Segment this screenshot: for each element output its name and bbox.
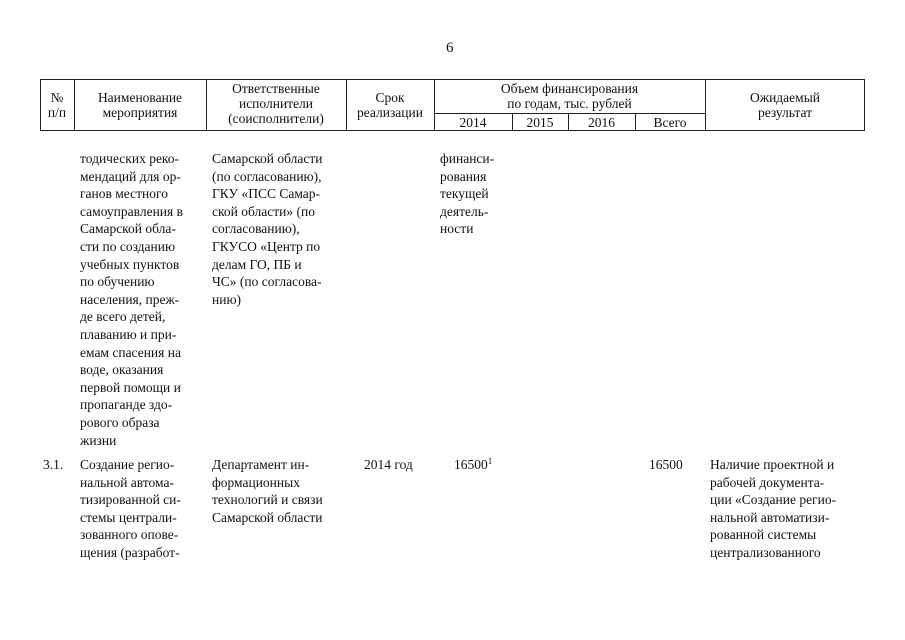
row-1-result: Наличие проектной и рабочей документа- ции «Создание регио- нальной автоматизи- рованной системы централизованного xyxy=(710,457,837,560)
footnote-marker: 1 xyxy=(487,456,493,466)
row-0-responsible: Самарской области (по согласованию), ГКУ «ПСС Самар- ской области» (по согласованию), ГКУСО «Центр по делам ГО, ПБ и ЧС» (по согласова- нию) xyxy=(212,151,323,307)
header-financing: Объем финансирования по годам, тыс. рублей xyxy=(500,81,639,111)
header-total: Всего xyxy=(653,115,687,130)
page-number: 6 xyxy=(446,40,454,56)
header-year-2014: 2014 xyxy=(459,115,487,130)
year-row-divider xyxy=(434,113,705,114)
header-name: Наименование мероприятия xyxy=(97,90,183,120)
row-1-num: 3.1. xyxy=(43,457,64,472)
header-responsible: Ответственные исполнители (соисполнители) xyxy=(228,81,324,126)
row-0-financing-note: финанси- рования текущей деятель- ности xyxy=(440,151,495,237)
header-term: Срок реализации xyxy=(357,90,423,120)
row-1-responsible: Департамент ин- формационных технологий и связи Самарской области xyxy=(212,457,323,525)
header-result: Ожидаемый результат xyxy=(750,90,820,120)
row-1-financing-2014: 16500$^1$ xyxy=(454,456,493,472)
header-year-2016: 2016 xyxy=(588,115,615,130)
row-1-total: 16500 xyxy=(649,457,683,472)
header-year-2015: 2015 xyxy=(526,115,554,130)
row-1-name: Создание регио- нальной автома- тизированной си- стемы централи- зованного опове- щения (разработ- xyxy=(80,457,181,560)
row-1-term: 2014 год xyxy=(364,457,413,472)
header-num: № п/п xyxy=(47,90,67,120)
row-0-name: тодических реко- мендаций для ор- ганов местного самоуправления в Самарской обла- сти по созданию учебных пунктов по обучению населения, преж- де всего детей, плаванию и при- емам спасения на воде, оказания первой помощи и пропаганде здо- рового образа жизни xyxy=(80,151,183,448)
